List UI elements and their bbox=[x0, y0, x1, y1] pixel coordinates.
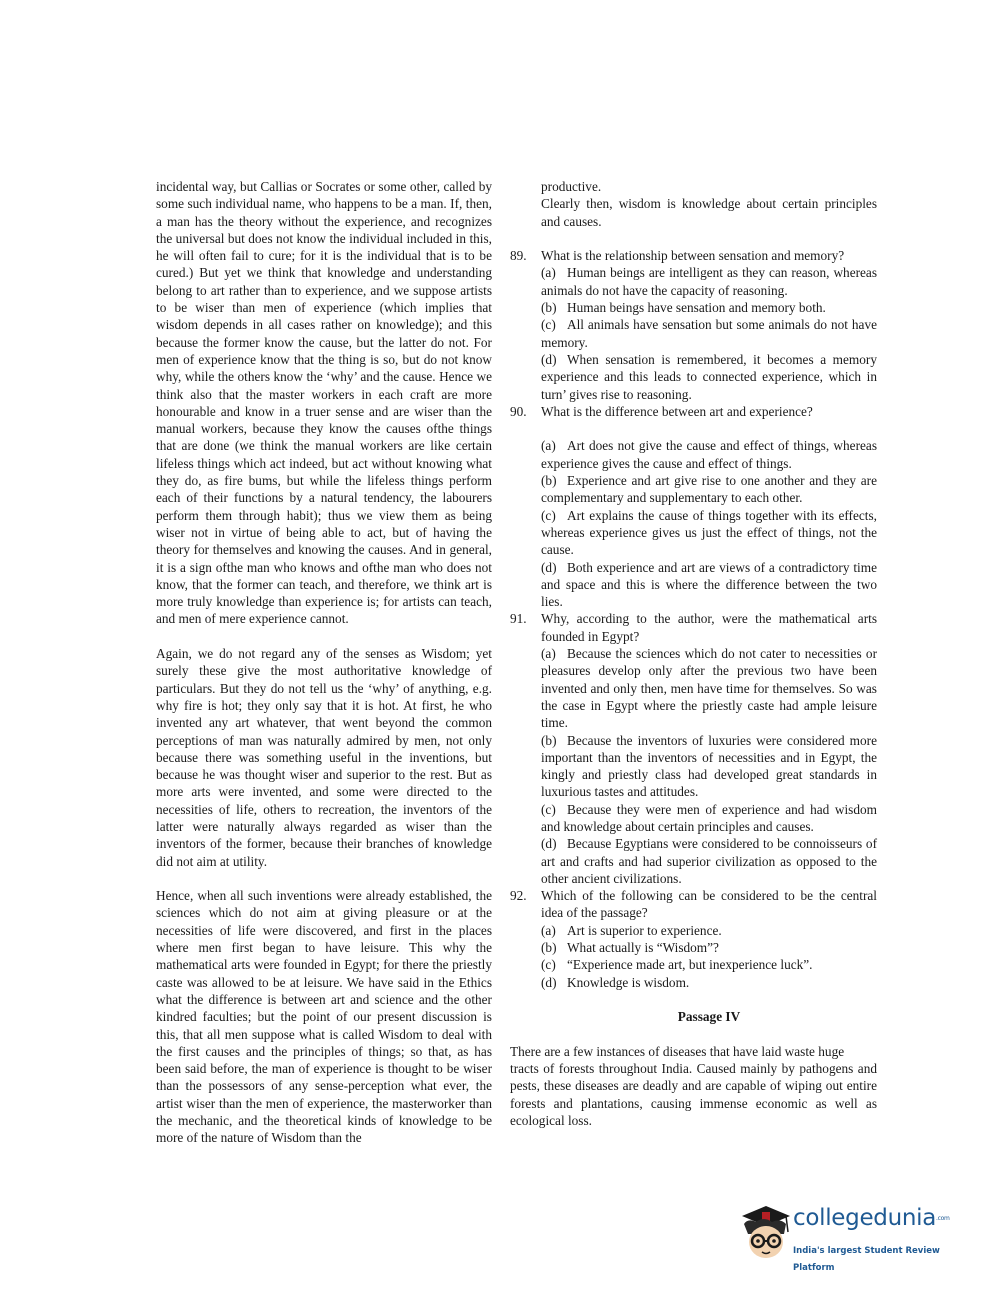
option-a: (a) Human beings are intelligent as they can reason, whereas animals do not have the capacity of reasoning. bbox=[541, 265, 877, 298]
option-c: (c) Because they were men of experience and had wisdom and knowledge about certain principles and causes. bbox=[541, 801, 877, 834]
paragraph: productive. bbox=[541, 179, 602, 194]
question-number: 90. bbox=[510, 403, 527, 419]
brand-name: collegedunia$^{.com}$ bbox=[793, 1205, 950, 1231]
paragraph: Again, we do not regard any of the senses as Wisdom; yet surely these give the most authoritative knowledge of particulars. But they do not tell us the ‘why’ of anything, e.g. why fire is hot; they only say that it is hot. At first, he who invented any art whatever, that went beyond the common perceptions of man was naturally admired by men, not only because there was something useful in the inventions, but because he was thought wiser and superior to the rest. But as more arts were invented, and some were directed to the necessities of life, others to recreation, the inventors of the latter were naturally always regarded as wiser than the inventors of the former, because their branches of knowledge did not aim at utility. bbox=[156, 646, 492, 869]
paragraph: incidental way, but Callias or Socrates or some other, called by some such individual name, who happens to be a man. If, then, a man has the theory without the experience, and recognizes the universal but does not know the individual included in this, he will often fail to cure; for it is the individual that is to be cured.) But yet we think that knowledge and understanding belong to art rather than to experience, and we suppose artists to be wiser than men of experience (which implies that wisdom depends in all cases rather on knowledge); and this because the former know the cause, but the latter do not. For men of experience know that the thing is so, but do not know why, while the others know the ‘why’ and the cause. Hence we think also that the master workers in each craft are more honourable and know in a truer sense and are wiser than the manual workers, because they know the causes ofthe things that are done (we think the manual workers are like certain lifeless things which act indeed, but act without knowing what they do, as fire bums, but while the lifeless things perform each of their functions by a natural tendency, the labourers perform them through habit); thus we view them as being wiser not in virtue of being able to act, but of having the theory for themselves and knowing the causes. And in general, it is a sign ofthe man who knows and ofthe man who does not know, that the former can teach, and therefore, we think art is more truly knowledge than experience is; for artists can teach, and men of mere experience cannot. bbox=[156, 179, 492, 627]
option-a: (a) Art does not give the cause and effect of things, whereas experience gives the cause and effect of things. bbox=[541, 438, 877, 471]
option-b: (b) What actually is “Wisdom”? bbox=[541, 940, 719, 956]
question-text: What is the relationship between sensation and memory? bbox=[541, 248, 845, 264]
passage-first-line: There are a few instances of diseases that have laid waste huge bbox=[510, 1043, 845, 1059]
left-column bbox=[156, 178, 492, 1147]
mascot-icon bbox=[738, 1198, 794, 1270]
paragraph: Clearly then, wisdom is knowledge about certain principles and causes. bbox=[541, 196, 877, 229]
question-89 bbox=[510, 247, 877, 403]
right-column bbox=[510, 178, 877, 1129]
brand-tagline: India's largest Student Review Platform bbox=[793, 1246, 940, 1274]
passage-title: Passage IV bbox=[677, 1009, 741, 1025]
question-number: 91. bbox=[510, 611, 527, 627]
option-b: (b) Experience and art give rise to one another and they are complementary and supplementary to each other. bbox=[541, 473, 877, 506]
question-91 bbox=[510, 610, 877, 887]
question-number: 92. bbox=[510, 888, 527, 904]
passage-body: tracts of forests throughout India. Caused mainly by pathogens and pests, these diseases are deadly and are capable of wiping out entire forests and plantations, causing immense economic as well as ecological loss. bbox=[510, 1061, 877, 1129]
option-d: (d) Both experience and art are views of a contradictory time and space and this is where the difference between the two lies. bbox=[541, 559, 877, 610]
question-text: Why, according to the author, were the mathematical arts founded in Egypt? bbox=[541, 611, 877, 644]
option-d: (d) Because Egyptians were considered to be connoisseurs of art and crafts and had superior civilization as opposed to the other ancient civilizations. bbox=[541, 836, 877, 886]
option-a: (a) Art is superior to experience. bbox=[541, 922, 722, 938]
question-text: What is the difference between art and experience? bbox=[541, 403, 813, 419]
paragraph: Hence, when all such inventions were already established, the sciences which do not aim at giving pleasure or at the necessities of life were discovered, and first in the places where men first began to have leisure. This why the mathematical arts were founded in Egypt; for there the priestly caste was allowed to be at leisure. We have said in the Ethics what the difference is between art and science and the other kindred faculties; but the point of our present discussion is this, that all men suppose what is called Wisdom to deal with the first causes and the principles of things; so that, as has been said before, the man of experience is thought to be wiser than the possessors of any sense-perception what ever, the artist wiser than the men of experience, the masterworker than the mechanic, and the theoretical kinds of knowledge to be more of the nature of Wisdom than the bbox=[156, 888, 492, 1146]
question-92 bbox=[510, 887, 877, 991]
question-90 bbox=[510, 403, 877, 611]
question-text: Which of the following can be considered to be the central idea of the passage? bbox=[541, 888, 877, 921]
option-d: (d) When sensation is remembered, it becomes a memory experience and this leads to connected experience, which in turn’ gives rise to reasoning. bbox=[541, 351, 877, 402]
question-number: 89. bbox=[510, 248, 527, 264]
option-a: (a) Because the sciences which do not cater to necessities or pleasures develop only after the previous two have been invented and only then, men have time for themselves. So was the case in Egypt where the priestly caste had ample leisure time. bbox=[541, 646, 877, 731]
option-b: (b) Human beings have sensation and memory both. bbox=[541, 300, 826, 316]
option-c: (c) Art explains the cause of things together with its effects, whereas experience gives us just the effect of things, not the cause. bbox=[541, 507, 877, 558]
collegedunia-logo bbox=[738, 1198, 963, 1274]
option-c: (c) All animals have sensation but some animals do not have memory. bbox=[541, 317, 877, 350]
option-c: (c) “Experience made art, but inexperience luck”. bbox=[541, 957, 813, 973]
option-d: (d) Knowledge is wisdom. bbox=[541, 974, 690, 990]
option-b: (b) Because the inventors of luxuries were considered more important than the inventors of necessities and in Egypt, the kingly and priestly class had developed great standards in luxurious tastes and attitudes. bbox=[541, 732, 877, 800]
